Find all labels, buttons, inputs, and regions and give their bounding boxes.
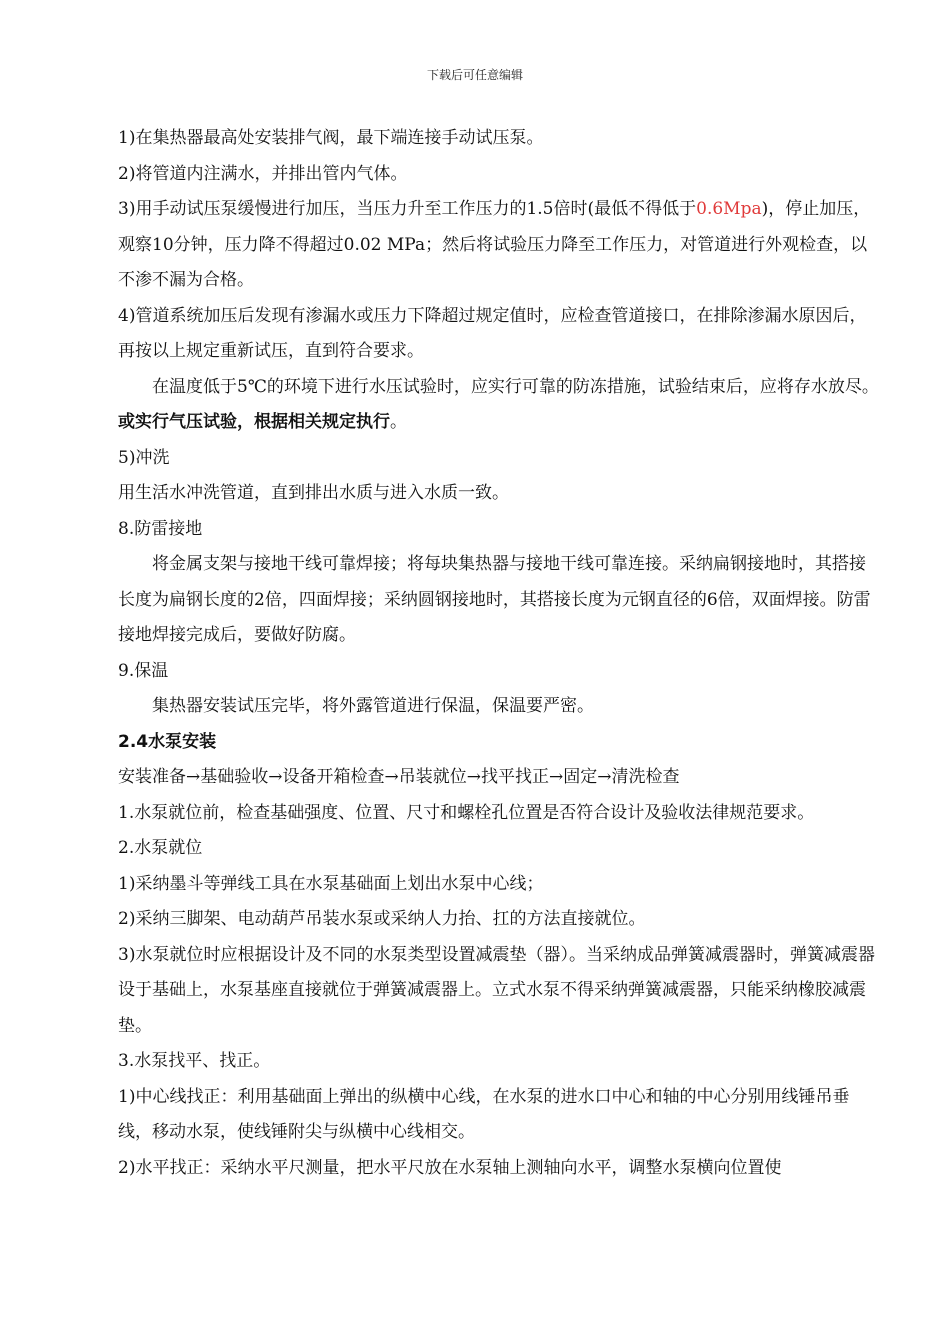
heading-pump-leveling: 3.水泵找平、找正。 <box>118 1051 271 1071</box>
step-3-text-a: 3)用手动试压泵缓慢进行加压，当压力升至工作压力的1.5倍时(最低不得低于 <box>118 199 697 219</box>
paragraph-pump-step-1: 1.水泵就位前，检查基础强度、位置、尺寸和螺栓孔位置是否符合设计及验收法律规范要求。 <box>118 802 815 823</box>
paragraph-lightning-grounding: 将金属支架与接地干线可靠焊接；将每块集热器与接地干线可靠连接。采纳扁钢接地时，其搭接长度为扁钢长度的2倍，四面焊接；采纳圆钢接地时，其搭接长度为元钢直径的6倍，双面焊接。防雷接地焊接完成后，要做好防腐。 <box>118 554 871 645</box>
section-title-pump-installation: 2.4水泵安装 <box>118 731 217 752</box>
paragraph-step-4: 4)管道系统加压后发现有渗漏水或压力下降超过规定值时，应检查管道接口，在排除渗漏水原因后，再按以上规定重新试压，直到符合要求。 <box>118 305 867 361</box>
paragraph-flush: 用生活水冲洗管道，直到排出水质与进入水质一致。 <box>118 483 509 503</box>
heading-pump-positioning: 2.水泵就位 <box>118 838 203 858</box>
page-header: 下载后可任意编辑 <box>426 68 523 82</box>
low-temp-bold-text: 或实行气压试验，根据相关规定执行 <box>118 412 390 432</box>
low-temp-end: 。 <box>390 412 407 432</box>
step-3-text-b: )，停止加压，观察10分钟，压力降不得超过0.02 MPa；然后将试验压力降至工作压力，对管道进行外观检查，以不渗不漏为合格。 <box>118 199 871 290</box>
low-temp-text: 在温度低于5℃的环境下进行水压试验时，应实行可靠的防冻措施，试验结束后，应将存水放尽。 <box>152 376 879 397</box>
paragraph-step-3 <box>118 192 880 299</box>
paragraph-insulation: 集热器安装试压完毕，将外露管道进行保温，保温要严密。 <box>152 696 594 716</box>
paragraph-positioning-2: 2)采纳三脚架、电动葫芦吊装水泵或采纳人力抬、扛的方法直接就位。 <box>118 909 646 929</box>
heading-insulation: 9.保温 <box>118 660 169 681</box>
pressure-value-highlight: 0.6Mpa <box>696 199 762 219</box>
paragraph-positioning-3: 3)水泵就位时应根据设计及不同的水泵类型设置减震垫（器）。当采纳成品弹簧减震器时，弹簧减震器设于基础上，水泵基座直接就位于弹簧减震器上。立式水泵不得采纳弹簧减震器，只能采纳橡胶减震垫。 <box>118 944 875 1036</box>
paragraph-positioning-1: 1)采纳墨斗等弹线工具在水泵基础面上划出水泵中心线； <box>118 873 544 894</box>
paragraph-process-flow: 安装准备→基础验收→设备开箱检查→吊装就位→找平找正→固定→清洗检查 <box>118 767 680 787</box>
heading-flush: 5)冲洗 <box>118 447 170 468</box>
paragraph-step-1: 1)在集热器最高处安装排气阀，最下端连接手动试压泵。 <box>118 128 544 148</box>
paragraph-step-2: 2)将管道内注满水，并排出管内气体。 <box>118 163 408 184</box>
paragraph-leveling-1: 1)中心线找正：利用基础面上弹出的纵横中心线，在水泵的进水口中心和轴的中心分别用线锤吊垂线，移动水泵，使线锤附尖与纵横中心线相交。 <box>118 1086 850 1142</box>
paragraph-leveling-2: 2)水平找正：采纳水平尺测量，把水平尺放在水泵轴上测轴向水平，调整水泵横向位置使 <box>118 1157 782 1178</box>
heading-lightning-grounding: 8.防雷接地 <box>118 518 203 539</box>
document-body <box>118 121 880 1186</box>
paragraph-low-temperature <box>118 370 880 441</box>
